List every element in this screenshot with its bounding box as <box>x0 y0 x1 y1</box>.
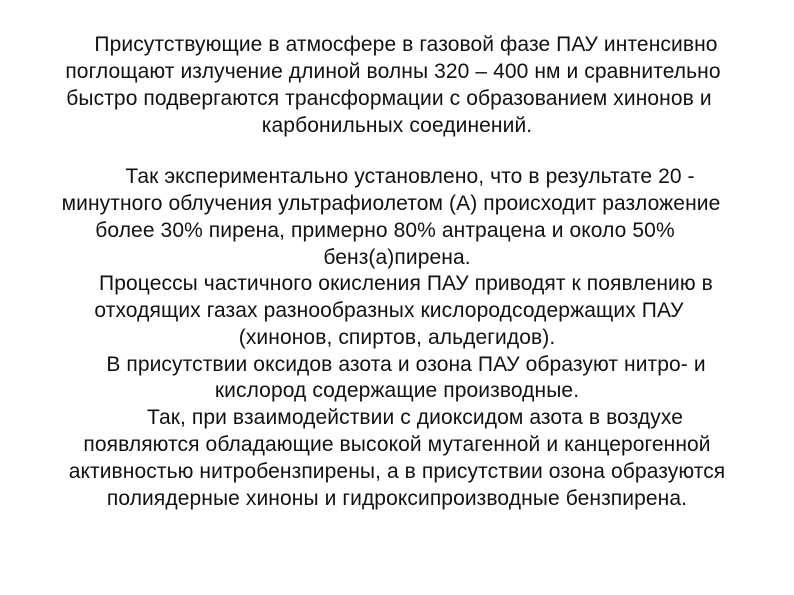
paragraph-5-line-1: Так, при взаимодействии с диоксидом азота в воздухе <box>146 406 683 429</box>
paragraph-1-line-2: поглощают излучение длиной волны 320 – 400 нм и сравнительно <box>65 60 721 83</box>
paragraph-3-line-3: (хинонов, спиртов, альдегидов). <box>238 326 556 349</box>
paragraph-4-line-1: В присутствии оксидов азота и озона ПАУ образуют нитро- и <box>106 353 706 376</box>
paragraph-1-line-4: карбонильных соединений. <box>261 114 533 137</box>
paragraph-5-line-3: активностью нитробензпирены, а в присутствии озона образуются <box>68 460 726 483</box>
paragraph-1-line-3: быстро подвергаются трансформации с образованием хинонов и <box>66 87 712 110</box>
paragraph-2-line-2: минутного облучения ультрафиолетом (А) происходит разложение <box>61 192 721 215</box>
paragraph-2-line-3: более 30% пирена, примерно 80% антрацена и около 50% <box>95 219 675 242</box>
paragraph-4-line-2: кислород содержащие производные. <box>214 379 580 402</box>
paragraph-1-line-1: Присутствующие в атмосфере в газовой фазе ПАУ интенсивно <box>94 33 718 56</box>
paragraph-5-line-4: полиядерные хиноны и гидроксипроизводные бензпирена. <box>106 487 688 510</box>
paragraph-2-line-4: бенз(а)пирена. <box>323 246 471 269</box>
paragraph-5-line-2: появляются обладающие высокой мутагенной и канцерогенной <box>83 433 711 456</box>
paragraph-3-line-2: отходящих газах разнообразных кислородсодержащих ПАУ <box>94 299 684 322</box>
paragraph-2-line-1: Так экспериментально установлено, что в результате 20 - <box>125 165 695 188</box>
paragraph-3-line-1: Процессы частичного окисления ПАУ приводят к появлению в <box>99 272 713 295</box>
